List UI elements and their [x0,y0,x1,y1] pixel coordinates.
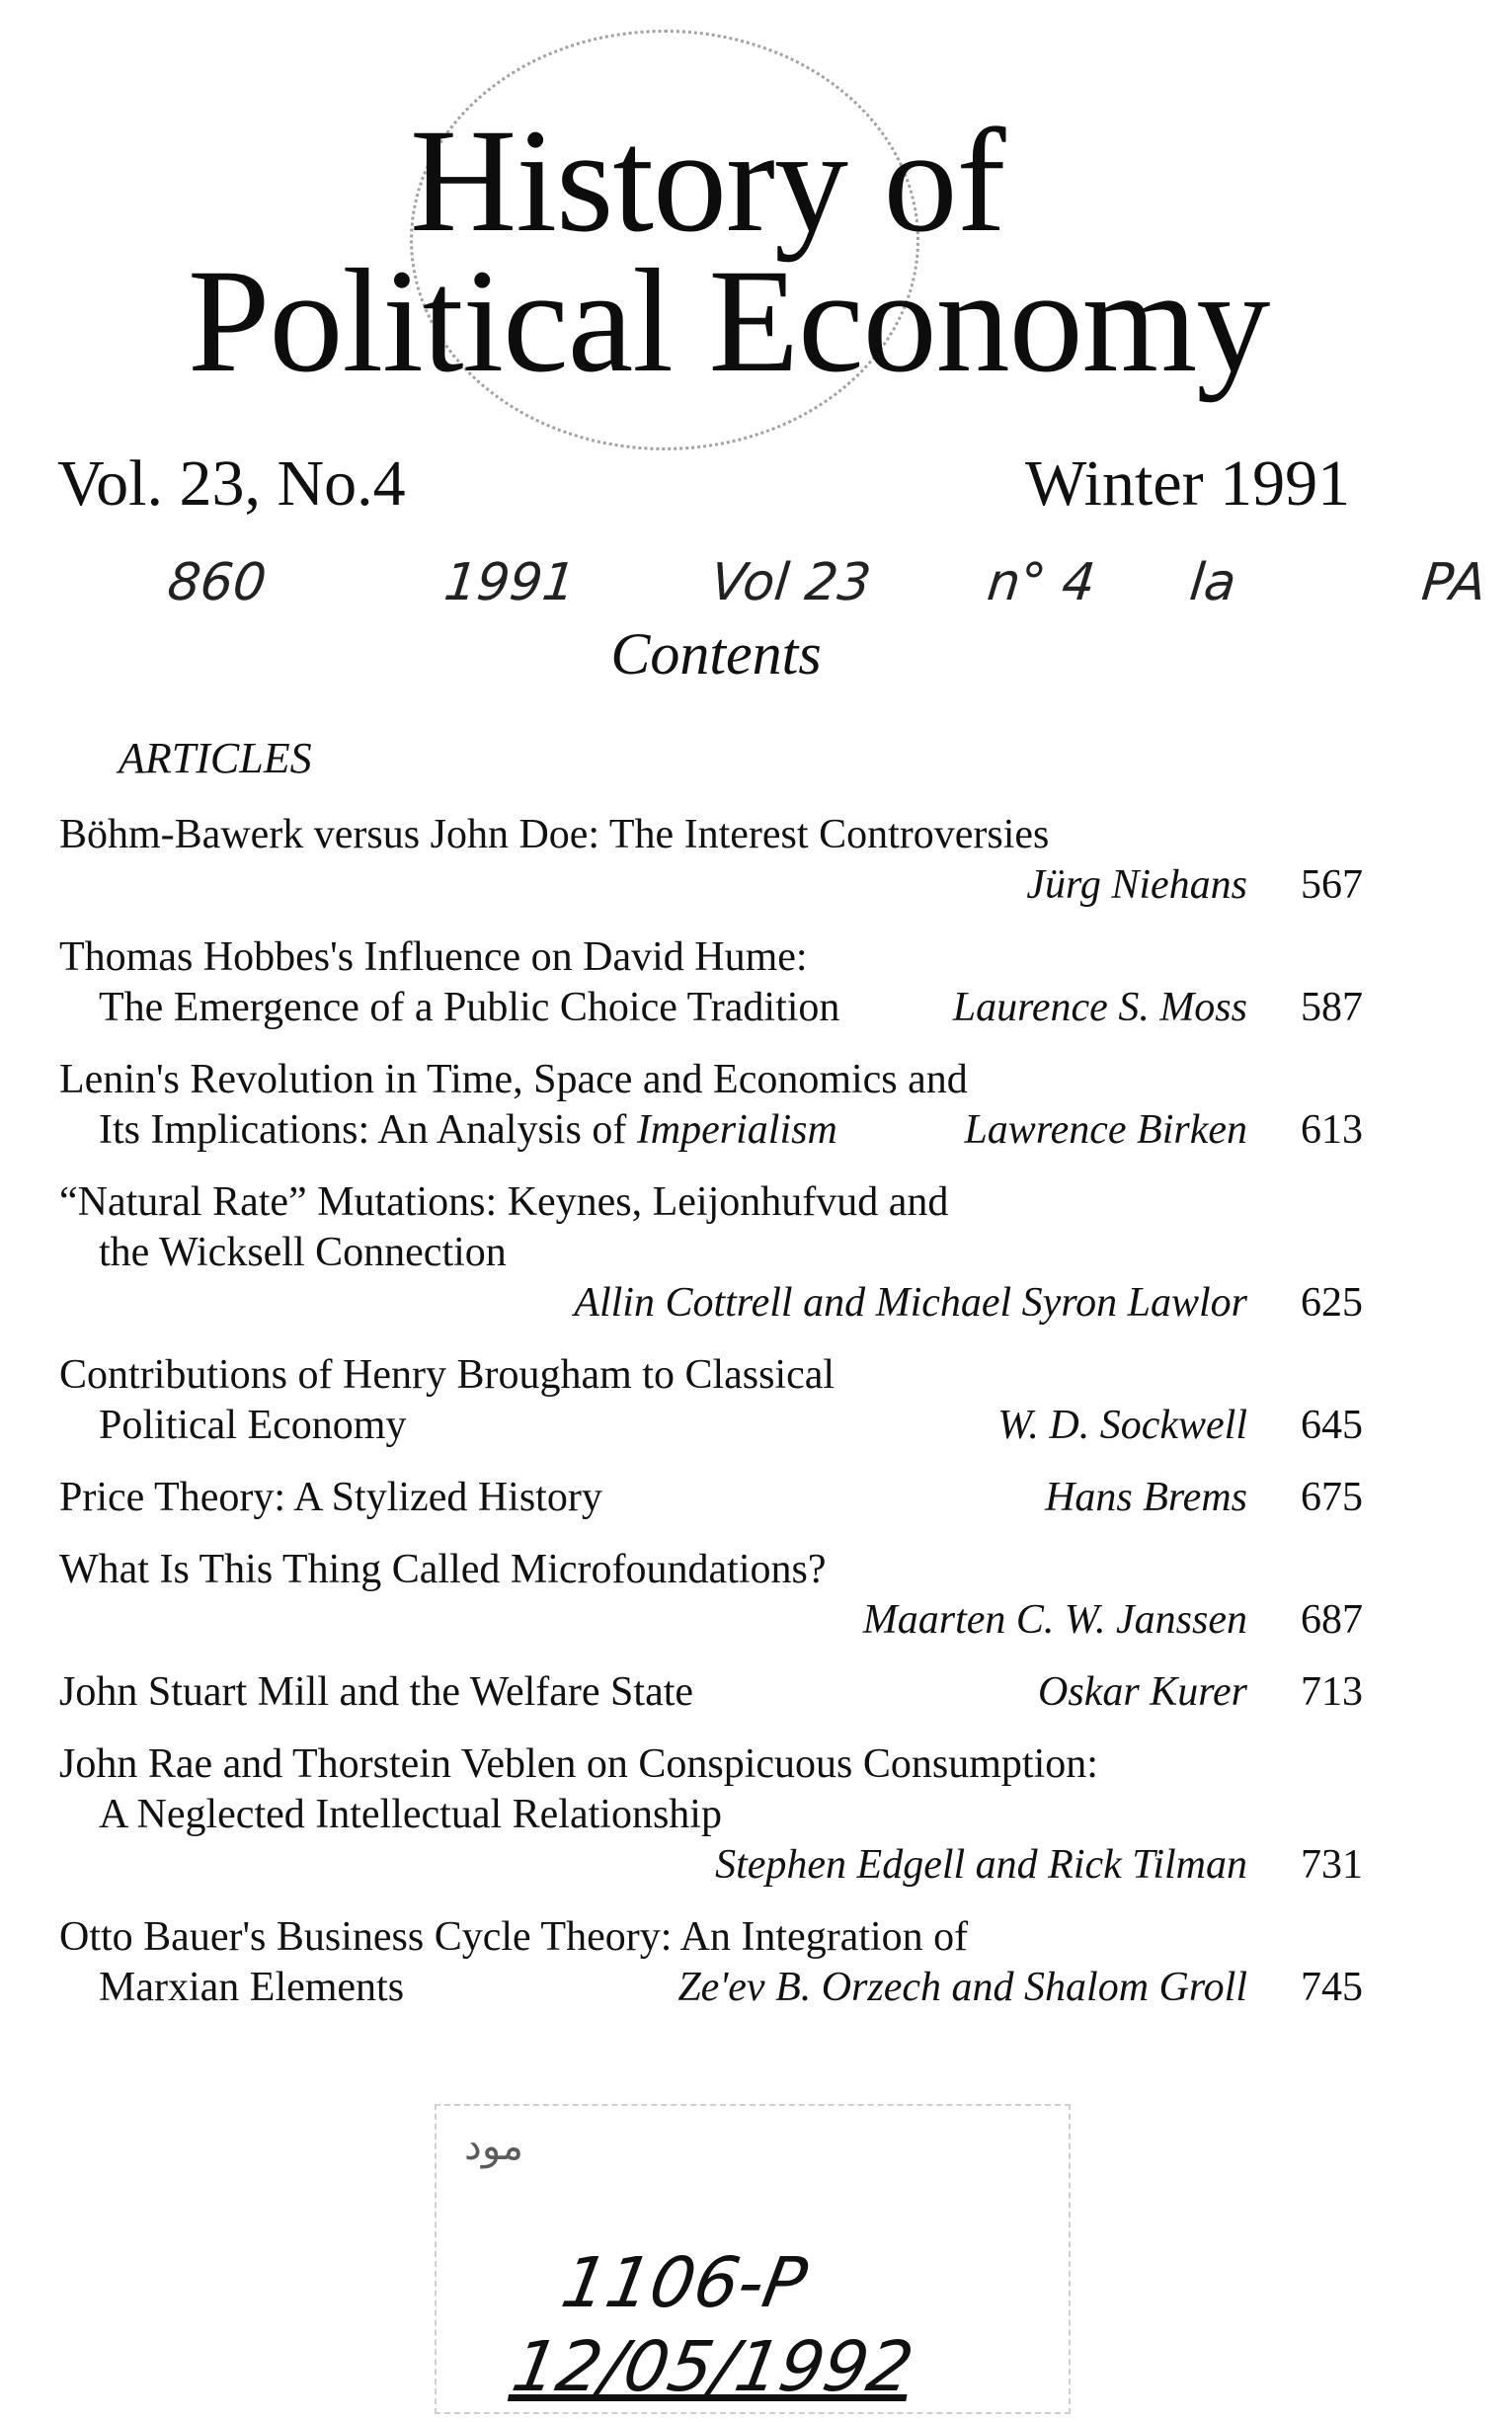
entry-title-text: Böhm-Bawerk versus John Doe: The Interest Controversies [59,812,1050,857]
toc-entry [59,1350,1363,1451]
entry-title-line [59,1739,1363,1790]
entry-title-line [59,1790,1363,1840]
entry-title-line [59,810,1363,860]
toc-entry [59,932,1363,1033]
entry-page-number: 713 [1301,1669,1363,1715]
entry-title-text: A Neglected Intellectual Relationship [99,1792,722,1837]
entry-author: Allin Cottrell and Michael Syron Lawlor [574,1280,1247,1326]
handwritten-note-4: n° 4 [984,553,1098,612]
entry-title-line [59,1105,1363,1156]
entry-title-text: Lenin's Revolution in Time, Space and Economics and [59,1057,968,1102]
entry-title-text: Otto Bauer's Business Cycle Theory: An Integration of [59,1914,969,1960]
handwritten-note-2: 1991 [440,553,579,612]
entry-page-number: 731 [1301,1842,1363,1888]
entry-title-italic: Imperialism [636,1107,837,1153]
entry-title-line [59,1401,1363,1451]
entry-title-line [59,983,1363,1033]
entry-author: Stephen Edgell and Rick Tilman [715,1842,1247,1888]
volume-issue: Vol. 23, No.4 [57,447,406,520]
entry-title-text: Marxian Elements [99,1965,405,2010]
entry-title-line [59,1473,1363,1523]
entry-page-number: 587 [1301,985,1363,1030]
entry-title-text: the Wicksell Connection [99,1230,507,1275]
entry-title-line [59,1177,1363,1228]
entry-author: Laurence S. Moss [952,985,1247,1030]
entry-author: Ze'ev B. Orzech and Shalom Groll [677,1965,1247,2010]
entry-author-line [59,1840,1363,1891]
entry-title-text: Thomas Hobbes's Influence on David Hume: [59,934,808,980]
toc-entry [59,1473,1363,1523]
entry-page-number: 675 [1301,1475,1363,1520]
entry-author: Maarten C. W. Janssen [862,1597,1247,1643]
entry-title-text: Its Implications: An Analysis of [99,1107,627,1153]
contents-heading: Contents [610,621,822,686]
entry-title-line [59,1228,1363,1278]
issue-season: Winter 1991 [1025,447,1351,520]
toc-entry [59,1177,1363,1329]
toc-entry [59,1667,1363,1718]
handwritten-note-6: PA [1418,553,1489,612]
entry-title-line [59,1350,1363,1401]
entry-title-line [59,1055,1363,1105]
library-stamp-header: مود [464,2124,523,2169]
table-of-contents [59,810,1363,2035]
toc-entry [59,1055,1363,1156]
entry-title-line [59,1545,1363,1595]
entry-title-text: “Natural Rate” Mutations: Keynes, Leijonhufvud and [59,1179,949,1225]
entry-title-text: The Emergence of a Public Choice Tradition [99,985,840,1030]
entry-title-line [59,1912,1363,1963]
entry-title-text: What Is This Thing Called Microfoundations? [59,1547,827,1592]
entry-page-number: 613 [1301,1107,1363,1153]
toc-entry [59,1739,1363,1891]
entry-author-line [59,860,1363,911]
entry-title-text: John Stuart Mill and the Welfare State [59,1669,694,1715]
library-reference-number: 1106-P [555,2242,813,2323]
entry-page-number: 625 [1301,1280,1363,1326]
entry-author: Hans Brems [1045,1475,1247,1520]
handwritten-note-1: 860 [164,553,270,612]
entry-page-number: 645 [1301,1403,1363,1448]
toc-entry [59,1912,1363,2013]
handwritten-note-5: la [1186,553,1239,612]
entry-author: Jürg Niehans [1026,862,1247,908]
handwritten-note-3: Vol 23 [707,553,874,612]
entry-author-line [59,1278,1363,1329]
entry-title-line [59,932,1363,983]
entry-author-line [59,1595,1363,1646]
entry-title-text: Contributions of Henry Brougham to Classical [59,1352,836,1398]
entry-page-number: 687 [1301,1597,1363,1643]
journal-title-line-1: History of [410,99,1005,263]
entry-title-text: Political Economy [99,1403,407,1448]
entry-author: W. D. Sockwell [997,1403,1247,1448]
library-stamp-date: 12/05/1992 [506,2326,919,2407]
toc-entry [59,1545,1363,1646]
section-label-articles: ARTICLES [119,734,312,782]
entry-author: Oskar Kurer [1038,1669,1247,1715]
entry-page-number: 745 [1301,1965,1363,2010]
entry-title-text: John Rae and Thorstein Veblen on Conspicuous Consumption: [59,1741,1098,1787]
entry-title-line [59,1963,1363,2013]
entry-page-number: 567 [1301,862,1363,908]
entry-author: Lawrence Birken [964,1107,1247,1153]
entry-title-line [59,1667,1363,1718]
entry-title-text: Price Theory: A Stylized History [59,1475,602,1520]
toc-entry [59,810,1363,911]
journal-title-line-2: Political Economy [188,239,1270,403]
